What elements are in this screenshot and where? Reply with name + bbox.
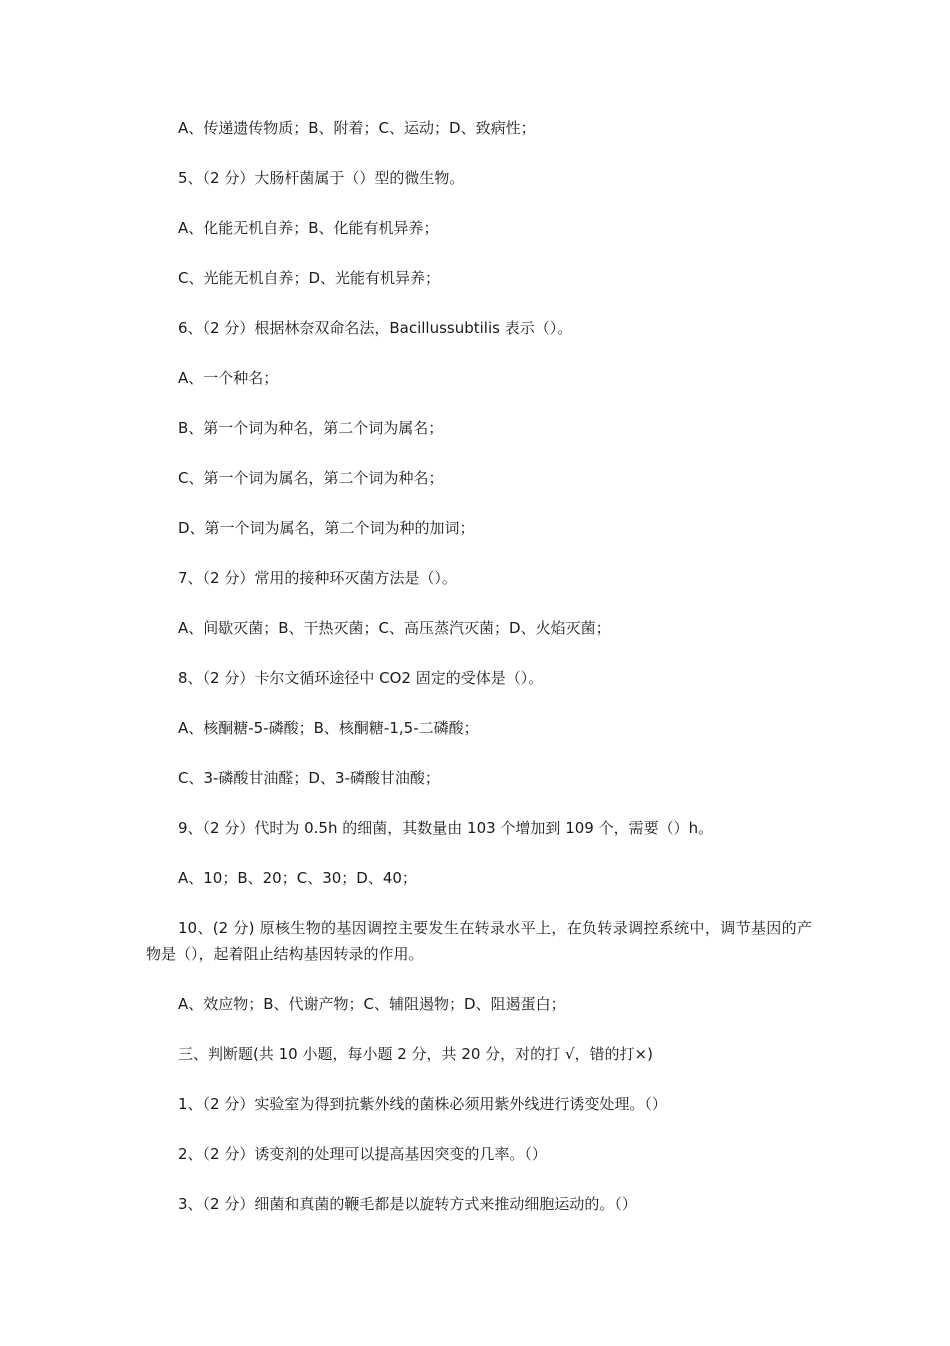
option-line: C、3-磷酸甘油醛；D、3-磷酸甘油酸； (178, 769, 440, 787)
option-line: A、效应物；B、代谢产物；C、辅阻遏物；D、阻遏蛋白； (178, 995, 566, 1013)
option-line: C、光能无机自养；D、光能有机异养； (178, 269, 441, 287)
judgment-question-1: 1、（2 分）实验室为得到抗紫外线的菌株必须用紫外线进行诱变处理。（） (178, 1095, 667, 1113)
question-5: 5、（2 分）大肠杆菌属于（）型的微生物。 (178, 169, 465, 187)
judgment-question-2: 2、（2 分）诱变剂的处理可以提高基因突变的几率。（） (178, 1145, 547, 1163)
question-6: 6、（2 分）根据林奈双命名法，Bacillussubtilis 表示（）。 (178, 319, 573, 337)
option-line: D、第一个词为属名，第二个词为种的加词； (178, 519, 475, 537)
question-10: 10、(2 分) 原核生物的基因调控主要发生在转录水平上，在负转录调控系统中，调节基因的产物是（），起着阻止结构基因转录的作用。 (146, 919, 812, 963)
section-heading-judgment: 三、判断题(共 10 小题，每小题 2 分，共 20 分，对的打 √，错的打×) (178, 1045, 653, 1063)
option-line: A、10；B、20；C、30；D、40； (178, 869, 417, 887)
option-line: A、传递遗传物质；B、附着；C、运动；D、致病性； (178, 119, 536, 137)
judgment-question-3: 3、（2 分）细菌和真菌的鞭毛都是以旋转方式来推动细胞运动的。（） (178, 1195, 637, 1213)
question-9: 9、（2 分）代时为 0.5h 的细菌，其数量由 103 个增加到 109 个，需要（）h。 (178, 819, 714, 837)
question-8: 8、（2 分）卡尔文循环途径中 CO2 固定的受体是（）。 (178, 669, 544, 687)
question-7: 7、（2 分）常用的接种环灭菌方法是（）。 (178, 569, 457, 587)
option-line: A、核酮糖-5-磷酸；B、核酮糖-1,5-二磷酸； (178, 719, 479, 737)
option-line: A、化能无机自养；B、化能有机异养； (178, 219, 439, 237)
option-line: A、一个种名； (178, 369, 279, 387)
option-line: B、第一个词为种名，第二个词为属名； (178, 419, 444, 437)
option-line: C、第一个词为属名，第二个词为种名； (178, 469, 444, 487)
option-line: A、间歇灭菌；B、干热灭菌；C、高压蒸汽灭菌；D、火焰灭菌； (178, 619, 611, 637)
